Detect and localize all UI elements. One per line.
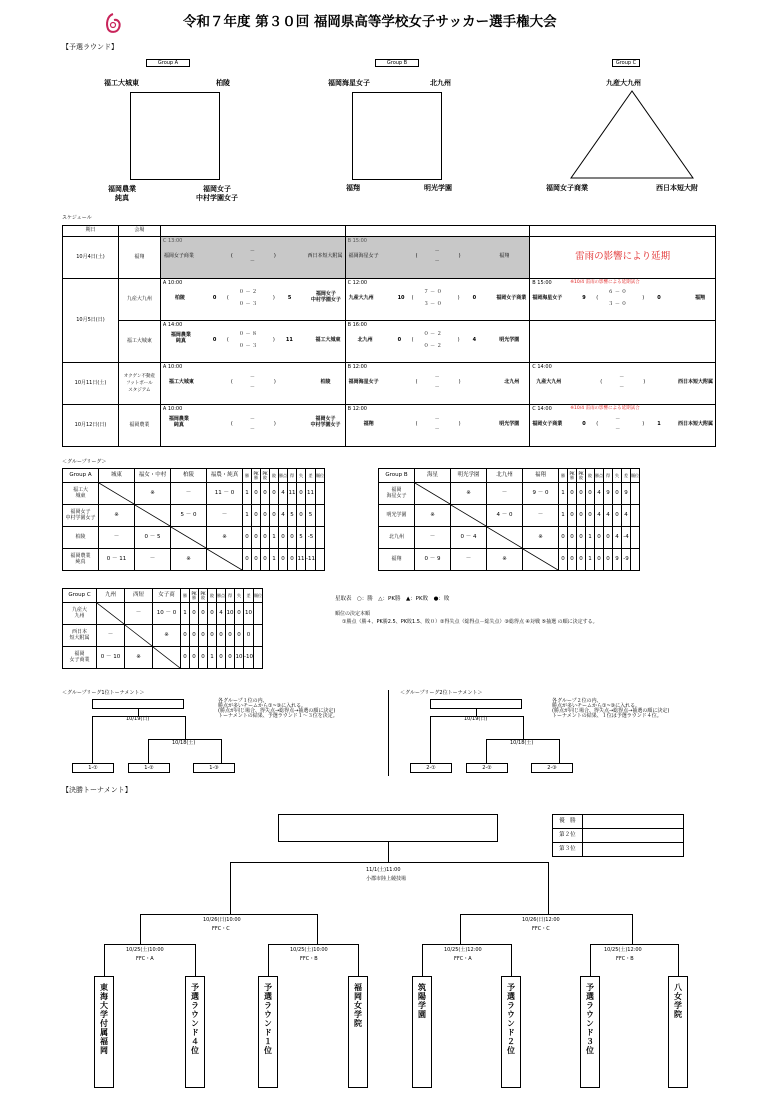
semi-left-venue: FFC・C bbox=[212, 926, 230, 932]
tourney1-caption: ＜グループリーグ1位トーナメント＞ bbox=[62, 690, 145, 696]
league-row: 福翔 0 － 9 － ※ 0 0 0 1 0 0 9 -9 bbox=[379, 549, 640, 571]
group-c-triangle bbox=[570, 90, 694, 180]
qf3-date: 10/25(土)12:00 bbox=[444, 947, 482, 953]
group-c-team-br: 西日本短大附 bbox=[656, 184, 698, 192]
league-result-cell: － bbox=[125, 603, 153, 625]
final-team-box: 予選ラウンド２位 bbox=[501, 976, 521, 1088]
tourney2-slot: 2-② bbox=[466, 763, 508, 773]
match-cell: A 10:00 柏陵 0 ( ０ － ２ ０ － ３ ) 5 福岡女子 中村学園女子 bbox=[160, 279, 345, 321]
qf4-date: 10/25(土)12:00 bbox=[604, 947, 642, 953]
semi-right-venue: FFC・C bbox=[532, 926, 550, 932]
league-result-cell: ※ bbox=[171, 549, 207, 571]
league-row: 福岡 海星女子 ※ － 9 － 0 1 0 0 0 4 9 0 9 bbox=[379, 483, 640, 505]
league-result-cell: － bbox=[487, 483, 523, 505]
league-row: 九産大 九州 － 10 － 0 1 0 0 0 4 10 0 10 bbox=[63, 603, 263, 625]
group-c-team-top: 九産大九州 bbox=[606, 79, 641, 87]
result-label-3rd: 第３位 bbox=[553, 843, 583, 857]
page-title: 令和７年度 第３０回 福岡県高等学校女子サッカー選手権大会 bbox=[183, 14, 557, 30]
league-result-cell: 0 － 5 bbox=[135, 527, 171, 549]
league-row: 福岡 女子商業 0 － 10 ※ 0 0 0 1 0 0 10 -10 bbox=[63, 647, 263, 669]
league-table-b: Group B 海星 明光学園 北九州 福翔 勝 PK勝 PK敗 敗 勝点 得 失 差 順位 福岡 海星女子 ※ － 9 － 0 1 0 0 0 4 9 0 9 明光学園 ※ 4 － 0 － 1 0 0 0 4 4 0 4 北九州 － 0 － 4 ※ 0 0 0 1 0 0 4 -4 福翔 0 － 9 － ※ 0 0 0 1 0 0 9 -9 bbox=[378, 468, 640, 571]
result-label-2nd: 第２位 bbox=[553, 829, 583, 843]
league-result-cell: ※ bbox=[487, 549, 523, 571]
league-result-cell: ※ bbox=[451, 483, 487, 505]
match-cell: B 12:00 福翔 ( － － ) 明光学園 bbox=[345, 405, 530, 447]
league-result-cell: － bbox=[97, 625, 125, 647]
final-team-box: 筑陽学園 bbox=[412, 976, 432, 1088]
final-team-box: 予選ラウンド１位 bbox=[258, 976, 278, 1088]
qf2-date: 10/25(土)10:00 bbox=[290, 947, 328, 953]
league-legend: 星取表 ○：勝 △：PK勝 ▲：PK敗 ●：敗 bbox=[335, 596, 450, 602]
final-heading: 【決勝トーナメント】 bbox=[62, 786, 132, 794]
group-a-square bbox=[130, 92, 220, 180]
league-result-cell: 0 － 10 bbox=[97, 647, 125, 669]
qf1-date: 10/25(土)10:00 bbox=[126, 947, 164, 953]
group-b-team-tr: 北九州 bbox=[430, 79, 451, 87]
tourney1-slot: 1-① bbox=[72, 763, 114, 773]
group-b-team-tl: 福岡海星女子 bbox=[328, 79, 370, 87]
schedule-date: 10月12日(日) bbox=[63, 405, 119, 447]
league-result-cell: ※ bbox=[207, 527, 243, 549]
group-a-team-br: 福岡女子 中村学園女子 bbox=[196, 185, 238, 203]
prelim-heading: 【予選ラウンド】 bbox=[62, 43, 118, 51]
schedule-date: 10月11日(土) bbox=[63, 363, 119, 405]
league-result-cell: － bbox=[451, 549, 487, 571]
match-cell: C 14:00 九産大九州 ( － － ) 西日本短大附属 bbox=[530, 363, 716, 405]
tourney2-caption: ＜グループリーグ2位トーナメント＞ bbox=[400, 690, 483, 696]
postponed-note: 雷雨の影響により延期 bbox=[530, 237, 716, 279]
league-result-cell: － bbox=[99, 527, 135, 549]
qf3-venue: FFC・A bbox=[454, 956, 472, 962]
tourney1-date1: 10/19(日) bbox=[126, 716, 150, 722]
league-row: 北九州 － 0 － 4 ※ 0 0 0 1 0 0 4 -4 bbox=[379, 527, 640, 549]
schedule-caption: スケジュール bbox=[62, 215, 92, 221]
match-cell: B 15:00 福岡海星女子 ( － － ) 福翔 bbox=[345, 237, 530, 279]
group-a-team-tr: 柏陵 bbox=[216, 79, 230, 87]
league-row: 福工大 城東 ※ － 11 － 0 1 0 0 0 4 11 0 11 bbox=[63, 483, 325, 505]
league-result-cell: 4 － 0 bbox=[487, 505, 523, 527]
tourney2-note: 各グループ２位の内、 勝点が多いチームから①~③に入れる。 (勝点が同じ場合、得失点→総得点→抽選の順に決定) トーナメントの結果、１位は予選ラウンド４位。 bbox=[552, 698, 670, 719]
league-result-cell: － bbox=[415, 527, 451, 549]
schedule-date: 10月4日(土) bbox=[63, 237, 119, 279]
schedule-date: 10月5日(日) bbox=[63, 279, 119, 363]
group-c-label: Group C bbox=[612, 59, 640, 67]
group-a-label: Group A bbox=[146, 59, 190, 67]
match-cell: A 10:00 福岡農業 純真 ( － － ) 福岡女子 中村学園女子 bbox=[160, 405, 345, 447]
league-result-cell: 11 － 0 bbox=[207, 483, 243, 505]
final-team-box: 八女学院 bbox=[668, 976, 688, 1088]
schedule-table bbox=[62, 225, 716, 447]
semi-right-date: 10/26(日)12:00 bbox=[522, 917, 560, 923]
league-result-cell: － bbox=[171, 483, 207, 505]
match-cell: A 14:00 福岡農業 純真 0 ( ０ － ８ ０ － ３ ) 11 福工大城東 bbox=[160, 321, 345, 363]
league-table-a: Group A 城東 福女・中村 柏陵 福農・純真 勝 PK勝 PK敗 敗 勝点 得 失 差 順位 福工大 城東 ※ － 11 － 0 1 0 0 0 4 11 0 11 福岡女子 中村学園女子 ※ 5 － 0 － 1 0 0 0 4 5 0 5 柏陵 － 0 － 5 ※ 0 0 0 1 0 0 5 -5 福岡農業 純真 0 － 11 － ※ 0 0 0 1 0 0 11 -11 bbox=[62, 468, 325, 571]
match-cell: B 12:00 福岡海星女子 ( － － ) 北九州 bbox=[345, 363, 530, 405]
league-result-cell: － bbox=[207, 505, 243, 527]
league-result-cell: ※ bbox=[523, 527, 559, 549]
semi-left-date: 10/26(日)10:00 bbox=[203, 917, 241, 923]
schedule-venue: 福翔 bbox=[118, 237, 160, 279]
schedule-header-venue: 会場 bbox=[118, 226, 160, 237]
final-team-box: 予選ラウンド３位 bbox=[580, 976, 600, 1088]
tourney1-note: 各グループ１位の内、 勝点が多いチームから①~③に入れる。 (勝点が同じ場合、得失点→総得点→抽選の順に決定) トーナメントの結果、予選ラウンド１～３位を決定。 bbox=[218, 698, 338, 719]
league-result-cell: 0 － 11 bbox=[99, 549, 135, 571]
league-row: 明光学園 ※ 4 － 0 － 1 0 0 0 4 4 0 4 bbox=[379, 505, 640, 527]
match-cell: C 13:00 福岡女子商業 ( － － ) 西日本短大附属 bbox=[160, 237, 345, 279]
match-cell: B 16:00 北九州 0 ( ０ － ２ ０ － ２ ) 4 明光学園 bbox=[345, 321, 530, 363]
group-b-team-br: 明光学園 bbox=[424, 184, 452, 192]
final-date: 11/1(土)11:00 bbox=[366, 867, 401, 873]
tourney2-date2: 10/18(土) bbox=[510, 740, 534, 746]
league-result-cell: ※ bbox=[125, 647, 153, 669]
league-result-cell: 0 － 9 bbox=[415, 549, 451, 571]
group-a-team-bl: 福岡農業 純真 bbox=[108, 185, 136, 203]
qf1-venue: FFC・A bbox=[136, 956, 154, 962]
schedule-header-date: 期日 bbox=[63, 226, 119, 237]
tourney2-winner-box bbox=[430, 699, 522, 709]
result-label-1st: 優 勝 bbox=[553, 815, 583, 829]
qf4-venue: FFC・B bbox=[616, 956, 634, 962]
league-row: 福岡女子 中村学園女子 ※ 5 － 0 － 1 0 0 0 4 5 0 5 bbox=[63, 505, 325, 527]
league-row: 西日本 短大附属 － ※ 0 0 0 0 0 0 0 0 bbox=[63, 625, 263, 647]
group-b-label: Group B bbox=[375, 59, 419, 67]
match-cell: A 10:00 福工大城東 ( － － ) 柏陵 bbox=[160, 363, 345, 405]
league-result-cell: ※ bbox=[153, 625, 181, 647]
tourney2-date1: 10/19(日) bbox=[464, 716, 488, 722]
qf2-venue: FFC・B bbox=[300, 956, 318, 962]
league-result-cell: 0 － 4 bbox=[451, 527, 487, 549]
tourney1-slot: 1-③ bbox=[193, 763, 235, 773]
schedule-venue: オクゲン不動産 フットボール スタジアム bbox=[118, 363, 160, 405]
tourney1-winner-box bbox=[92, 699, 184, 709]
league-result-cell: ※ bbox=[135, 483, 171, 505]
rank-rule: ①勝点（勝４、PK勝2.5、PK敗1.5、敗０）②得失点（総得点－総失点）③総得点 ④対戦 ⑤抽選 の順に決定する。 bbox=[342, 619, 598, 625]
results-table bbox=[552, 814, 684, 857]
schedule-venue: 福岡農業 bbox=[118, 405, 160, 447]
league-result-cell: ※ bbox=[99, 505, 135, 527]
group-b-team-bl: 福翔 bbox=[346, 184, 360, 192]
match-cell: C 14:00 ※10/4 雷雨の影響による延期試合 福岡女子商業 0 ( － － ) 1 西日本短大附属 bbox=[530, 405, 716, 447]
league-result-cell: － bbox=[523, 505, 559, 527]
final-venue: 小郡市陸上競技場 bbox=[366, 876, 407, 882]
league-row: 福岡農業 純真 0 － 11 － ※ 0 0 0 1 0 0 11 -11 bbox=[63, 549, 325, 571]
league-result-cell: 5 － 0 bbox=[171, 505, 207, 527]
final-team-box: 予選ラウンド４位 bbox=[185, 976, 205, 1088]
league-table-c: Group C 九州 西短 女子商 勝 PK勝 PK敗 敗 勝点 得 失 差 順位 九産大 九州 － 10 － 0 1 0 0 0 4 10 0 10 西日本 短大附属 － ※ 0 0 0 0 0 0 0 0 福岡 女子商業 0 － 10 ※ 0 0 0 1 0 0 10 -10 bbox=[62, 588, 263, 669]
schedule-venue: 福工大城東 bbox=[118, 321, 160, 363]
league-caption: ＜グループリーグ＞ bbox=[62, 459, 107, 465]
tournament-logo bbox=[104, 12, 122, 34]
group-a-team-tl: 福工大城東 bbox=[104, 79, 139, 87]
league-row: 柏陵 － 0 － 5 ※ 0 0 0 1 0 0 5 -5 bbox=[63, 527, 325, 549]
tourney1-slot: 1-② bbox=[128, 763, 170, 773]
final-team-box: 東海大学付属福岡 bbox=[94, 976, 114, 1088]
tourney1-date2: 10/18(土) bbox=[172, 740, 196, 746]
match-cell: C 12:00 九産大九州 10 ( ７ － ０ ３ － ０ ) 0 福岡女子商業 bbox=[345, 279, 530, 321]
league-result-cell: 9 － 0 bbox=[523, 483, 559, 505]
tourney2-slot: 2-① bbox=[410, 763, 452, 773]
rank-title: 順位の決定本順 bbox=[335, 611, 371, 617]
league-result-cell: ※ bbox=[415, 505, 451, 527]
schedule-venue: 九産大九州 bbox=[118, 279, 160, 321]
league-result-cell: － bbox=[135, 549, 171, 571]
final-team-box: 福岡女学院 bbox=[348, 976, 368, 1088]
league-result-cell: 10 － 0 bbox=[153, 603, 181, 625]
group-c-team-bl: 福岡女子商業 bbox=[546, 184, 588, 192]
match-cell: B 15:00 ※10/4 雷雨の影響による延期試合 福岡海星女子 9 ( ６ － ０ ３ － ０ ) 0 福翔 bbox=[530, 279, 716, 321]
group-b-square bbox=[352, 92, 442, 180]
tourney2-slot: 2-③ bbox=[531, 763, 573, 773]
section-divider bbox=[388, 690, 389, 776]
champion-box bbox=[278, 814, 498, 842]
